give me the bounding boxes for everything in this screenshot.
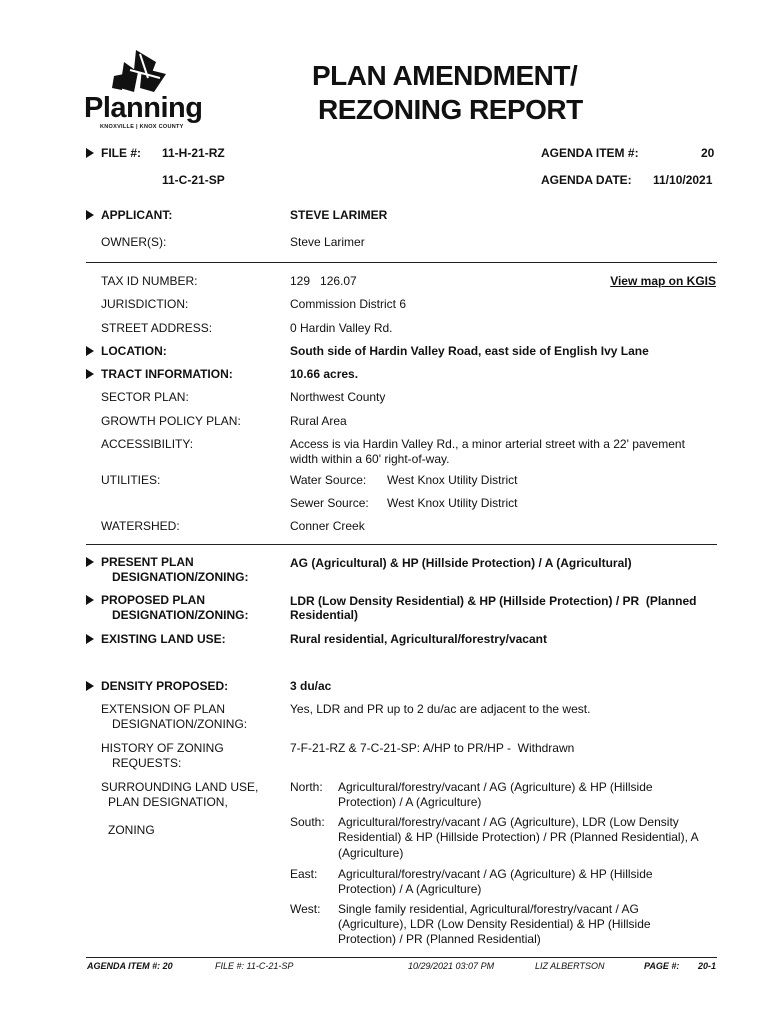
proposed-plan-line-2: Residential) [290, 608, 359, 622]
agenda-date-label: AGENDA DATE: [541, 173, 632, 187]
street-address-label: STREET ADDRESS: [101, 321, 213, 335]
report-title-line1: PLAN AMENDMENT/ [312, 60, 578, 91]
applicant-value: STEVE LARIMER [290, 208, 388, 222]
watershed-value: Conner Creek [290, 519, 365, 533]
accessibility-line-1: Access is via Hardin Valley Rd., a minor arterial street with a 22' pavement [290, 437, 685, 451]
existing-land-use-value: Rural residential, Agricultural/forestry/vacant [290, 632, 547, 646]
footer-author: LIZ ALBERTSON [535, 961, 605, 971]
accessibility-label: ACCESSIBILITY: [101, 437, 194, 451]
surrounding-label-1: SURROUNDING LAND USE, [101, 780, 259, 794]
surrounding-label-3: ZONING [108, 823, 155, 837]
bullet-arrow-icon [86, 346, 94, 356]
bullet-arrow-icon [86, 369, 94, 379]
east-line-2: Protection) / A (Agriculture) [338, 882, 482, 896]
jurisdiction-value: Commission District 6 [290, 297, 407, 311]
west-line-3: Protection) / PR (Planned Residential) [338, 932, 541, 946]
north-line-1: Agricultural/forestry/vacant / AG (Agriculture) & HP (Hillside [338, 780, 653, 794]
proposed-plan-line-1: LDR (Low Density Residential) & HP (Hillside Protection) / PR (Planned [290, 594, 697, 608]
owner-value: Steve Larimer [290, 235, 365, 249]
tract-label: TRACT INFORMATION: [101, 367, 233, 381]
footer-page-value: 20-1 [698, 961, 717, 971]
present-plan-label-1: PRESENT PLAN [101, 555, 194, 569]
utilities-label: UTILITIES: [101, 473, 161, 487]
sewer-source-label: Sewer Source: [290, 496, 369, 510]
water-source-value: West Knox Utility District [387, 473, 518, 487]
logo-tagline: KNOXVILLE | KNOX COUNTY [100, 124, 184, 130]
agenda-item-label: AGENDA ITEM #: [541, 146, 639, 160]
growth-policy-value: Rural Area [290, 414, 347, 428]
jurisdiction-label: JURISDICTION: [101, 297, 189, 311]
footer-timestamp: 10/29/2021 03:07 PM [408, 961, 495, 971]
planning-logo-icon [84, 48, 196, 98]
south-line-2: Residential) & HP (Hillside Protection) / PR (Planned Residential), A [338, 830, 699, 844]
agenda-item-value: 20 [701, 146, 715, 160]
sector-plan-label: SECTOR PLAN: [101, 390, 189, 404]
proposed-plan-label-2: DESIGNATION/ZONING: [112, 608, 249, 622]
agenda-date-value: 11/10/2021 [653, 173, 713, 187]
tax-id-value: 129 126.07 [290, 274, 357, 288]
history-label-1: HISTORY OF ZONING [101, 741, 224, 755]
extension-label-1: EXTENSION OF PLAN [101, 702, 226, 716]
section-divider [86, 262, 717, 263]
growth-policy-label: GROWTH POLICY PLAN: [101, 414, 241, 428]
footer-divider [86, 957, 717, 958]
file-label: FILE #: [101, 146, 142, 160]
applicant-label: APPLICANT: [101, 208, 173, 222]
present-plan-value: AG (Agricultural) & HP (Hillside Protection) / A (Agricultural) [290, 556, 632, 570]
location-value: South side of Hardin Valley Road, east side of English Ivy Lane [290, 344, 649, 358]
south-line-3: (Agriculture) [338, 846, 404, 860]
extension-label-2: DESIGNATION/ZONING: [112, 717, 248, 731]
logo-word: Planning [84, 92, 203, 124]
sewer-source-value: West Knox Utility District [387, 496, 518, 510]
bullet-arrow-icon [86, 634, 94, 644]
sector-plan-value: Northwest County [290, 390, 386, 404]
south-line-1: Agricultural/forestry/vacant / AG (Agriculture), LDR (Low Density [338, 815, 679, 829]
accessibility-line-2: width within a 60' right-of-way. [290, 452, 450, 466]
north-label: North: [290, 780, 323, 794]
existing-land-use-label: EXISTING LAND USE: [101, 632, 226, 646]
location-label: LOCATION: [101, 344, 167, 358]
west-line-2: (Agriculture), LDR (Low Density Residential) & HP (Hillside [338, 917, 651, 931]
south-label: South: [290, 815, 325, 829]
density-value: 3 du/ac [290, 679, 332, 693]
planning-logo [84, 48, 203, 132]
watershed-label: WATERSHED: [101, 519, 180, 533]
file-number-1: 11-H-21-RZ [162, 146, 225, 160]
west-label: West: [290, 902, 321, 916]
bullet-arrow-icon [86, 681, 94, 691]
bullet-arrow-icon [86, 557, 94, 567]
file-number-2: 11-C-21-SP [162, 173, 225, 187]
tax-id-label: TAX ID NUMBER: [101, 274, 198, 288]
kgis-map-link[interactable]: View map on KGIS [610, 274, 716, 288]
east-line-1: Agricultural/forestry/vacant / AG (Agriculture) & HP (Hillside [338, 867, 653, 881]
west-line-1: Single family residential, Agricultural/forestry/vacant / AG [338, 902, 639, 916]
density-label: DENSITY PROPOSED: [101, 679, 229, 693]
north-line-2: Protection) / A (Agriculture) [338, 795, 482, 809]
proposed-plan-label-1: PROPOSED PLAN [101, 593, 206, 607]
east-label: East: [290, 867, 318, 881]
footer-agenda-item: AGENDA ITEM #: 20 [87, 961, 173, 971]
tract-value: 10.66 acres. [290, 367, 359, 381]
history-label-2: REQUESTS: [112, 756, 182, 770]
street-address-value: 0 Hardin Valley Rd. [290, 321, 393, 335]
footer-page-label: PAGE #: [644, 961, 680, 971]
section-divider [86, 544, 717, 545]
owner-label: OWNER(S): [101, 235, 167, 249]
report-title-line2: REZONING REPORT [318, 94, 583, 125]
bullet-arrow-icon [86, 148, 94, 158]
present-plan-label-2: DESIGNATION/ZONING: [112, 570, 249, 584]
bullet-arrow-icon [86, 595, 94, 605]
history-value: 7-F-21-RZ & 7-C-21-SP: A/HP to PR/HP - Withdrawn [290, 741, 575, 755]
surrounding-label-2: PLAN DESIGNATION, [108, 795, 228, 809]
bullet-arrow-icon [86, 210, 94, 220]
water-source-label: Water Source: [290, 473, 367, 487]
extension-value: Yes, LDR and PR up to 2 du/ac are adjacent to the west. [290, 702, 591, 716]
footer-file: FILE #: 11-C-21-SP [215, 961, 294, 971]
